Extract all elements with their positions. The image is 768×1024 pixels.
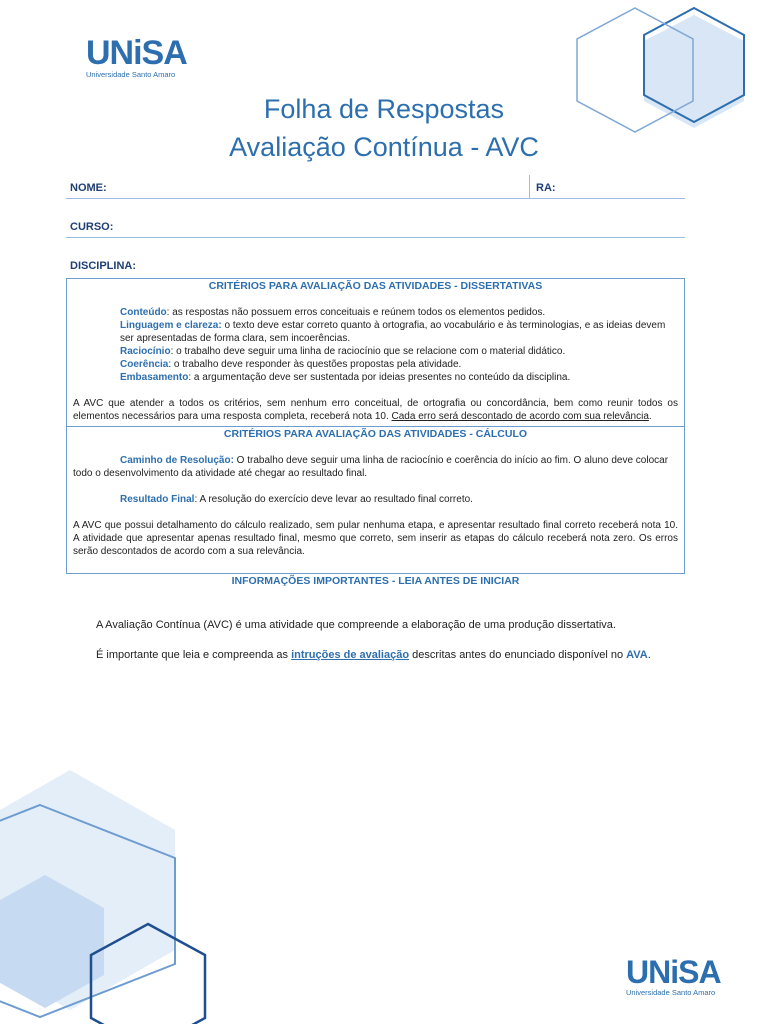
criteria-calculo-heading: CRITÉRIOS PARA AVALIAÇÃO DAS ATIVIDADES - CÁLCULO [223, 428, 528, 440]
curso-row [66, 214, 685, 238]
nome-label: NOME: [70, 182, 107, 194]
criteria-calculo-summary: A AVC que possui detalhamento do cálculo realizado, sem pular nenhuma etapa, e apresentar resultado final correto receberá nota 10. A atividade que apresentar apenas resultado final, mesmo que correto, sem inserir as etapas do cálculo receberá nota zero. Os erros serão descontados de acordo com a sua relevância. [73, 520, 678, 557]
info-paragraph-1: A Avaliação Contínua (AVC) é uma atividade que compreende a elaboração de uma produção dissertativa. [96, 619, 616, 631]
ava-text: AVA [626, 649, 648, 661]
unisa-logo-top [86, 36, 187, 79]
criterion-text: : as respostas não possuem erros conceituais e reúnem todos os elementos pedidos. [166, 307, 546, 318]
criteria-dissertativas-summary [67, 397, 684, 423]
page-title: Folha de Respostas [263, 94, 505, 124]
criterion-term: Resultado Final [120, 494, 195, 505]
info-heading: INFORMAÇÕES IMPORTANTES - LEIA ANTES DE INICIAR [231, 575, 520, 587]
logo-subtitle: Universidade Santo Amaro [626, 988, 716, 997]
summary-end: . [648, 411, 652, 422]
list-item [120, 319, 678, 345]
criterion-text: O trabalho deve seguir uma linha de raciocínio e coerência do início ao fim. O aluno deve colocar todo o desenvolvimento da atividade até chegar ao resultado final. [73, 455, 669, 479]
instructions-link[interactable]: intruções de avaliação [291, 649, 410, 661]
criterion-term: Embasamento [120, 372, 189, 383]
info-paragraph-2 [96, 649, 651, 661]
logo-word: UNiSA [86, 34, 187, 72]
field-divider [529, 175, 530, 199]
criterion-text: : A resolução do exercício deve levar ao resultado final correto. [194, 494, 473, 505]
criterion-text: : a argumentação deve ser sustentada por ideias presentes no conteúdo da disciplina. [188, 372, 571, 383]
paragraph-text: . [647, 649, 651, 661]
disciplina-label: DISCIPLINA: [70, 260, 136, 272]
criteria-dissertativas-list [67, 306, 684, 384]
criterion-term: Conteúdo [120, 307, 167, 318]
criterion-term: Coerência [120, 359, 169, 370]
curso-label: CURSO: [70, 221, 114, 233]
nome-ra-row [66, 175, 685, 199]
criterion-text: : o trabalho deve seguir uma linha de raciocínio que se relacione com o material didático. [170, 346, 566, 357]
ra-label: RA: [536, 182, 556, 194]
paragraph-text: É importante que leia e compreenda as [96, 649, 292, 661]
disciplina-row [66, 255, 685, 277]
criterion-term: Raciocínio [120, 346, 171, 357]
logo-word: UNiSA [626, 954, 721, 990]
logo-subtitle: Universidade Santo Amaro [86, 70, 176, 79]
hexagon-shape [91, 924, 205, 1024]
criterion-text: : o trabalho deve responder às questões propostas pela atividade. [168, 359, 462, 370]
unisa-logo-bottom [626, 956, 721, 997]
list-item [120, 371, 678, 384]
criteria-dissertativas-heading: CRITÉRIOS PARA AVALIAÇÃO DAS ATIVIDADES - DISSERTATIVAS [208, 280, 543, 292]
criteria-box [66, 278, 685, 574]
summary-text: A AVC que atender a todos os critérios, sem nenhum erro conceitual, de ortografia ou concordância, bem como reunir todos os elementos necessários para uma resposta completa, receberá nota 10. [73, 398, 678, 422]
hexagon-shape [0, 770, 175, 1010]
criterion-caminho [67, 454, 684, 480]
paragraph-text: descritas antes do enunciado disponível no [409, 649, 627, 661]
list-item [120, 345, 678, 358]
criterion-term: Caminho de Resolução: [120, 455, 234, 466]
criterion-term: Linguagem e clareza: [120, 320, 222, 331]
list-item [120, 358, 678, 371]
hexagon-shape [0, 805, 175, 1017]
list-item [120, 306, 678, 319]
criterion-resultado [67, 493, 684, 506]
summary-underlined: Cada erro será descontado de acordo com sua relevância [391, 411, 649, 422]
hexagon-shape [0, 875, 104, 1008]
page-subtitle: Avaliação Contínua - AVC [229, 132, 539, 162]
criterion-text: o texto deve estar correto quanto à ortografia, ao vocabulário e às terminologias, e as ideias devem ser apresentadas de forma clara, sem incoerências. [120, 320, 666, 344]
